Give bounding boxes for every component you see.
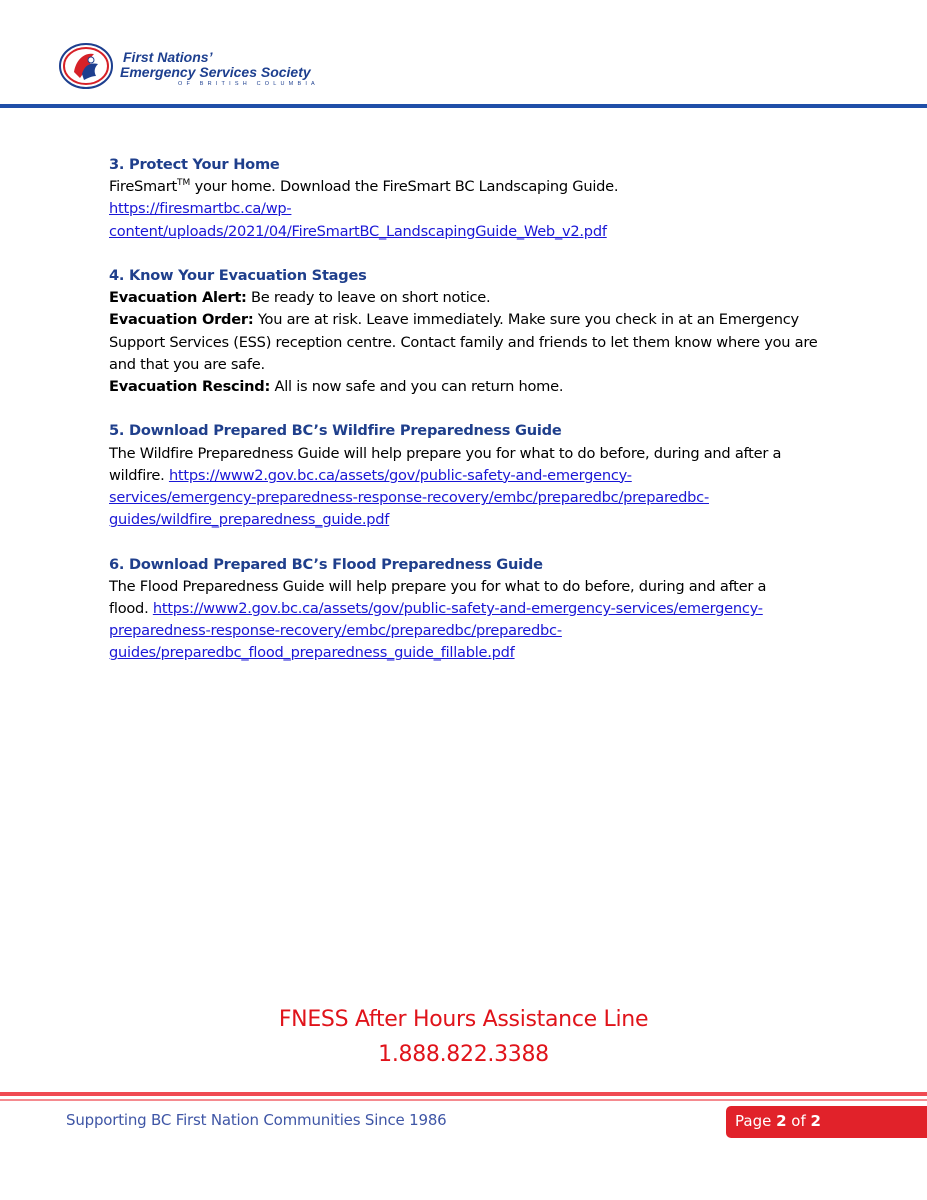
section-protect-home [109,154,829,243]
footer-rule-thin [0,1099,927,1101]
item-text: Be ready to leave on short notice. [246,289,491,307]
org-name-subtitle: OF BRITISH COLUMBIA [178,81,319,87]
page-of: of [786,1112,811,1130]
paragraph-line: The Flood Preparedness Guide will help prepare you for what to do before, during and after a [109,577,767,595]
document-body [109,154,829,687]
page-current: 2 [776,1112,787,1130]
item-text: All is now safe and you can return home. [270,378,564,396]
assistance-line-title: FNESS After Hours Assistance Line [278,1007,649,1032]
section-heading: 3. Protect Your Home [109,156,280,173]
item-text: You are at risk. Leave immediately. Make sure you check in at an Emergency Support Services (ESS) reception centre. Contact family and friends to let them know where you are and that you are safe. [109,311,818,373]
section-wildfire-guide [109,420,829,531]
fness-emblem-icon [58,42,114,90]
paragraph-line: The Wildfire Preparedness Guide will help prepare you for what to do before, during and after a [109,444,782,462]
org-name-line2: Emergency Services Society [120,64,311,80]
section-heading: 6. Download Prepared BC’s Flood Preparedness Guide [109,555,543,573]
flood-guide-link-end[interactable]: guides/preparedbc_flood_preparedness_guide_fillable.pdf [109,644,515,662]
evacuation-order-item [109,309,829,376]
section-heading: 4. Know Your Evacuation Stages [109,267,367,284]
wildfire-guide-link-cont[interactable]: services/emergency-preparedness-response-recovery/embc/preparedbc/preparedbc- [109,489,709,507]
flood-guide-link[interactable]: https://www2.gov.bc.ca/assets/gov/public-safety-and-emergency-services/emergency- [152,600,763,618]
footer-tagline: Supporting BC First Nation Communities Since 1986 [66,1111,447,1129]
item-label: Evacuation Rescind: [109,378,271,396]
section-paragraph [109,176,829,198]
page-prefix: Page [735,1112,777,1130]
flood-guide-link-cont[interactable]: preparedness-response-recovery/embc/preparedbc/preparedbc- [109,622,562,640]
paragraph-text: your home. Download the FireSmart BC Landscaping Guide. [190,178,619,196]
item-label: Evacuation Order: [109,311,254,329]
wildfire-guide-link-end[interactable]: guides/wildfire_preparedness_guide.pdf [109,511,390,529]
org-name-line1: First Nations’ [123,49,213,65]
header-rule [0,104,927,108]
paragraph-text: wildfire. [109,466,169,484]
footer-rule [0,1092,927,1096]
section-evacuation-stages [109,265,829,398]
evacuation-alert-item [109,287,829,309]
page-header [0,0,927,112]
trademark-superscript: TM [176,178,191,189]
section-flood-guide [109,554,829,665]
page-total: 2 [810,1112,821,1130]
org-logo-text [120,50,319,87]
paragraph-text: flood. [109,600,153,618]
item-label: Evacuation Alert: [109,289,247,307]
firesmart-guide-link-cont[interactable]: content/uploads/2021/04/FireSmartBC_LandscapingGuide_Web_v2.pdf [109,222,607,240]
assistance-line-phone: 1.888.822.3388 [378,1042,549,1067]
evacuation-rescind-item [109,376,829,398]
firesmart-guide-link[interactable]: https://firesmartbc.ca/wp- [109,200,292,218]
wildfire-guide-link[interactable]: https://www2.gov.bc.ca/assets/gov/public-safety-and-emergency- [168,466,632,484]
section-heading: 5. Download Prepared BC’s Wildfire Preparedness Guide [109,422,562,440]
page-number [735,1112,821,1130]
firesmart-text: FireSmart [109,178,177,196]
